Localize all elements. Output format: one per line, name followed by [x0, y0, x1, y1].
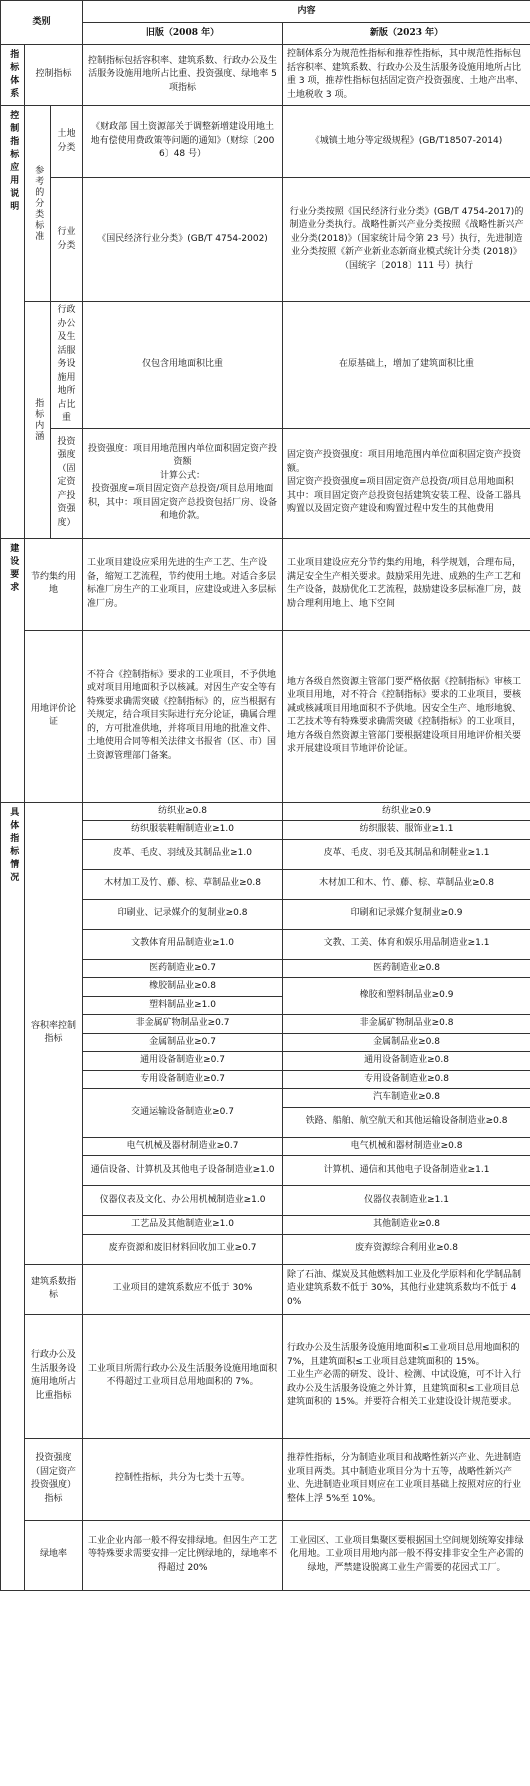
old-investment: 投资强度：项目用地范围内单位面积固定资产投资额 计算公式： 投资强度=项目固定资产总投资/项目总用地面积，其中：项目固定资产总投资包括厂房、设备和地价款。	[83, 428, 283, 538]
old-admin-ratio: 仅包含用地面积比重	[83, 302, 283, 429]
far-new: 印刷和记录媒介复制业≥0.9	[283, 899, 530, 929]
new-admin-land: 行政办公及生活服务设施用地面积≤工业项目总用地面积的 7%，且建筑面积≤工业项目总建筑面积的 15%。 工业生产必需的研发、设计、检测、中试设施，可不计入行政办公及生活服务设施之外计算，且建筑面积≤工业项目总建筑面积的 15%。并要符合相关工业建设设计规范要求。	[283, 1314, 530, 1438]
header-category: 类别	[1, 1, 83, 45]
far-new: 文教、工美、体育和娱乐用品制造业≥1.1	[283, 929, 530, 959]
far-new: 仪器仪表制造业≥1.1	[283, 1186, 530, 1216]
far-old: 橡胶制品业≥0.8	[83, 978, 283, 997]
far-new: 通用设备制造业≥0.8	[283, 1052, 530, 1071]
header-new: 新版（2023 年）	[283, 23, 530, 45]
far-old: 纺织业≥0.8	[83, 802, 283, 821]
old-investment-intensity: 控制性指标，共分为七类十五等。	[83, 1438, 283, 1520]
far-new: 汽车制造业≥0.8	[283, 1089, 530, 1108]
far-old: 专用设备制造业≥0.7	[83, 1070, 283, 1089]
label-building-coverage: 建筑系数指标	[25, 1264, 83, 1314]
new-investment: 固定资产投资强度：项目用地范围内单位面积固定资产投资额。 固定资产投资强度=项目固定资产总投资/项目总用地面积 其中：项目固定资产总投资包括建筑安装工程、设备工器具购置以及固定资产建设和购置过程中发生的其他费用	[283, 428, 530, 538]
far-new: 其他制造业≥0.8	[283, 1216, 530, 1235]
old-green-ratio: 工业企业内部一般不得安排绿地。但因生产工艺等特殊要求需要安排一定比例绿地的，绿地率不得超过 20%	[83, 1520, 283, 1590]
far-new: 金属制品业≥0.8	[283, 1033, 530, 1052]
far-old: 木材加工及竹、藤、棕、草制品业≥0.8	[83, 869, 283, 899]
header-content: 内容	[83, 1, 530, 23]
far-new: 专用设备制造业≥0.8	[283, 1070, 530, 1089]
far-old: 纺织服装鞋帽制造业≥1.0	[83, 821, 283, 840]
label-land-class: 土地分类	[51, 106, 83, 178]
far-new: 纺织业≥0.9	[283, 802, 530, 821]
section-indicator-system: 指标体系	[1, 45, 25, 106]
new-investment-intensity: 推荐性指标，分为制造业项目和战略性新兴产业、先进制造业项目两类。其中制造业项目分为十五等，战略性新兴产业、先进制造业项目则应在工业项目基础上按照对应的行业整体上浮 5%至 10%。	[283, 1438, 530, 1520]
label-investment-intensity: 投资强度（固定资产投资强度）指标	[25, 1438, 83, 1520]
far-old: 通信设备、计算机及其他电子设备制造业≥1.0	[83, 1156, 283, 1186]
far-old: 金属制品业≥0.7	[83, 1033, 283, 1052]
far-new: 医药制造业≥0.8	[283, 959, 530, 978]
far-new: 橡胶和塑料制品业≥0.9	[283, 978, 530, 1015]
old-building-coverage: 工业项目的建筑系数应不低于 30%	[83, 1264, 283, 1314]
label-control-indicators: 控制指标	[25, 45, 83, 106]
section-specific: 具体指标情况	[1, 802, 25, 1590]
far-new: 电气机械和器材制造业≥0.8	[283, 1137, 530, 1156]
new-land-saving: 工业项目建设应充分节约集约用地，科学规划，合理布局，满足安全生产相关要求。鼓励采用先进、成熟的生产工艺和生产设备，鼓励优化工艺流程，鼓励建设多层标准厂房，鼓励合理利用地上、地下空间	[283, 538, 530, 630]
far-old: 皮革、毛皮、羽绒及其制品业≥1.0	[83, 839, 283, 869]
far-old: 通用设备制造业≥0.7	[83, 1052, 283, 1071]
far-new: 计算机、通信和其他电子设备制造业≥1.1	[283, 1156, 530, 1186]
section-application: 控制指标应用说明	[1, 106, 25, 539]
new-admin-ratio: 在原基础上，增加了建筑面积比重	[283, 302, 530, 429]
new-land-evaluation: 地方各级自然资源主管部门要严格依据《控制指标》审核工业项目用地，对不符合《控制指标》要求的工业项目，要核减或核减项目用地面积不予供地。因安全生产、地形地貌、工艺技术等有特殊要求确需突破《控制指标》的工业项目，地方各级自然资源主管部门要根据建设项目用地评价相关要求开展建设项目节地评价论证。	[283, 630, 530, 802]
far-old: 印刷业、记录媒介的复制业≥0.8	[83, 899, 283, 929]
far-old: 医药制造业≥0.7	[83, 959, 283, 978]
old-land-evaluation: 不符合《控制指标》要求的工业项目，不予供地或对项目用地面积予以核减。对因生产安全等有特殊要求确需突破《控制指标》的，应当根据有关规定，结合项目实际进行充分论证，确属合理的，方可批准供地，并将项目用地的批准文件、土地使用合同等相关法律文书报省（区、市）国土资源管理部门备案。	[83, 630, 283, 802]
far-old: 工艺品及其他制造业≥1.0	[83, 1216, 283, 1235]
new-industry-class: 行业分类按照《国民经济行业分类》(GB/T 4754-2017)的制造业分类执行。战略性新兴产业分类按照《战略性新兴产业分类(2018)》（国家统计局令第 23 号）执行，先进制造业分类按照《新产业新业态新商业模式统计分类 (2018)》（国统字〔2018〕111 号）执行	[283, 178, 530, 302]
label-land-evaluation: 用地评价论证	[25, 630, 83, 802]
header-old: 旧版（2008 年）	[83, 23, 283, 45]
far-old: 塑料制品业≥1.0	[83, 996, 283, 1015]
new-land-class: 《城镇土地分等定级规程》(GB/T18507-2014)	[283, 106, 530, 178]
new-green-ratio: 工业园区、工业项目集聚区要根据国土空间规划统筹安排绿化用地。工业项目用地内部一般不得安排非安全生产必需的绿地，严禁建设脱离工业生产需要的花园式工厂。	[283, 1520, 530, 1590]
far-new: 铁路、船舶、航空航天和其他运输设备制造业≥0.8	[283, 1107, 530, 1137]
label-admin-ratio: 行政办公及生活服务设施用地所占比重	[51, 302, 83, 429]
old-control-indicators: 控制指标包括容积率、建筑系数、行政办公及生活服务设施用地所占比重、投资强度、绿地率 5 项指标	[83, 45, 283, 106]
old-industry-class: 《国民经济行业分类》(GB/T 4754-2002)	[83, 178, 283, 302]
group-indicator-meaning: 指标内涵	[25, 302, 51, 539]
far-new: 木材加工和木、竹、藤、棕、草制品业≥0.8	[283, 869, 530, 899]
far-new: 纺织服装、服饰业≥1.1	[283, 821, 530, 840]
far-old: 交通运输设备制造业≥0.7	[83, 1089, 283, 1138]
old-land-class: 《财政部 国土资源部关于调整新增建设用地土地有偿使用费政策等问题的通知》（财综〔2006〕48 号）	[83, 106, 283, 178]
label-far: 容积率控制指标	[25, 802, 83, 1264]
far-old: 仪器仪表及文化、办公用机械制造业≥1.0	[83, 1186, 283, 1216]
label-industry-class: 行业分类	[51, 178, 83, 302]
far-new: 废弃资源综合利用业≥0.8	[283, 1234, 530, 1264]
far-old: 文教体育用品制造业≥1.0	[83, 929, 283, 959]
old-land-saving: 工业项目建设应采用先进的生产工艺、生产设备，缩短工艺流程，节约使用土地。对适合多层标准厂房生产的工业项目，应建设或进入多层标准厂房。	[83, 538, 283, 630]
old-admin-land: 工业项目所需行政办公及生活服务设施用地面积不得超过工业项目总用地面积的 7%。	[83, 1314, 283, 1438]
far-new: 非金属矿物制品业≥0.8	[283, 1015, 530, 1034]
far-new: 皮革、毛皮、羽毛及其制品和制鞋业≥1.1	[283, 839, 530, 869]
label-land-saving: 节约集约用地	[25, 538, 83, 630]
far-old: 非金属矿物制品业≥0.7	[83, 1015, 283, 1034]
group-reference-standards: 参考的分类标准	[25, 106, 51, 302]
far-old: 废弃资源和废旧材料回收加工业≥0.7	[83, 1234, 283, 1264]
label-investment: 投资强度（固定资产投资强度）	[51, 428, 83, 538]
label-admin-land: 行政办公及生活服务设施用地所占比重指标	[25, 1314, 83, 1438]
new-control-indicators: 控制体系分为规范性指标和推荐性指标，其中规范性指标包括容积率、建筑系数、行政办公及生活服务设施用地所占比重 3 项，推荐性指标包括固定资产投资强度、土地产出率、土地税收 3 项。	[283, 45, 530, 106]
new-building-coverage: 除了石油、煤炭及其他燃料加工业及化学原料和化学制品制造业建筑系数不低于 30%，其他行业建筑系数均不低于 40%	[283, 1264, 530, 1314]
far-old: 电气机械及器材制造业≥0.7	[83, 1137, 283, 1156]
label-green-ratio: 绿地率	[25, 1520, 83, 1590]
section-construction: 建设要求	[1, 538, 25, 802]
